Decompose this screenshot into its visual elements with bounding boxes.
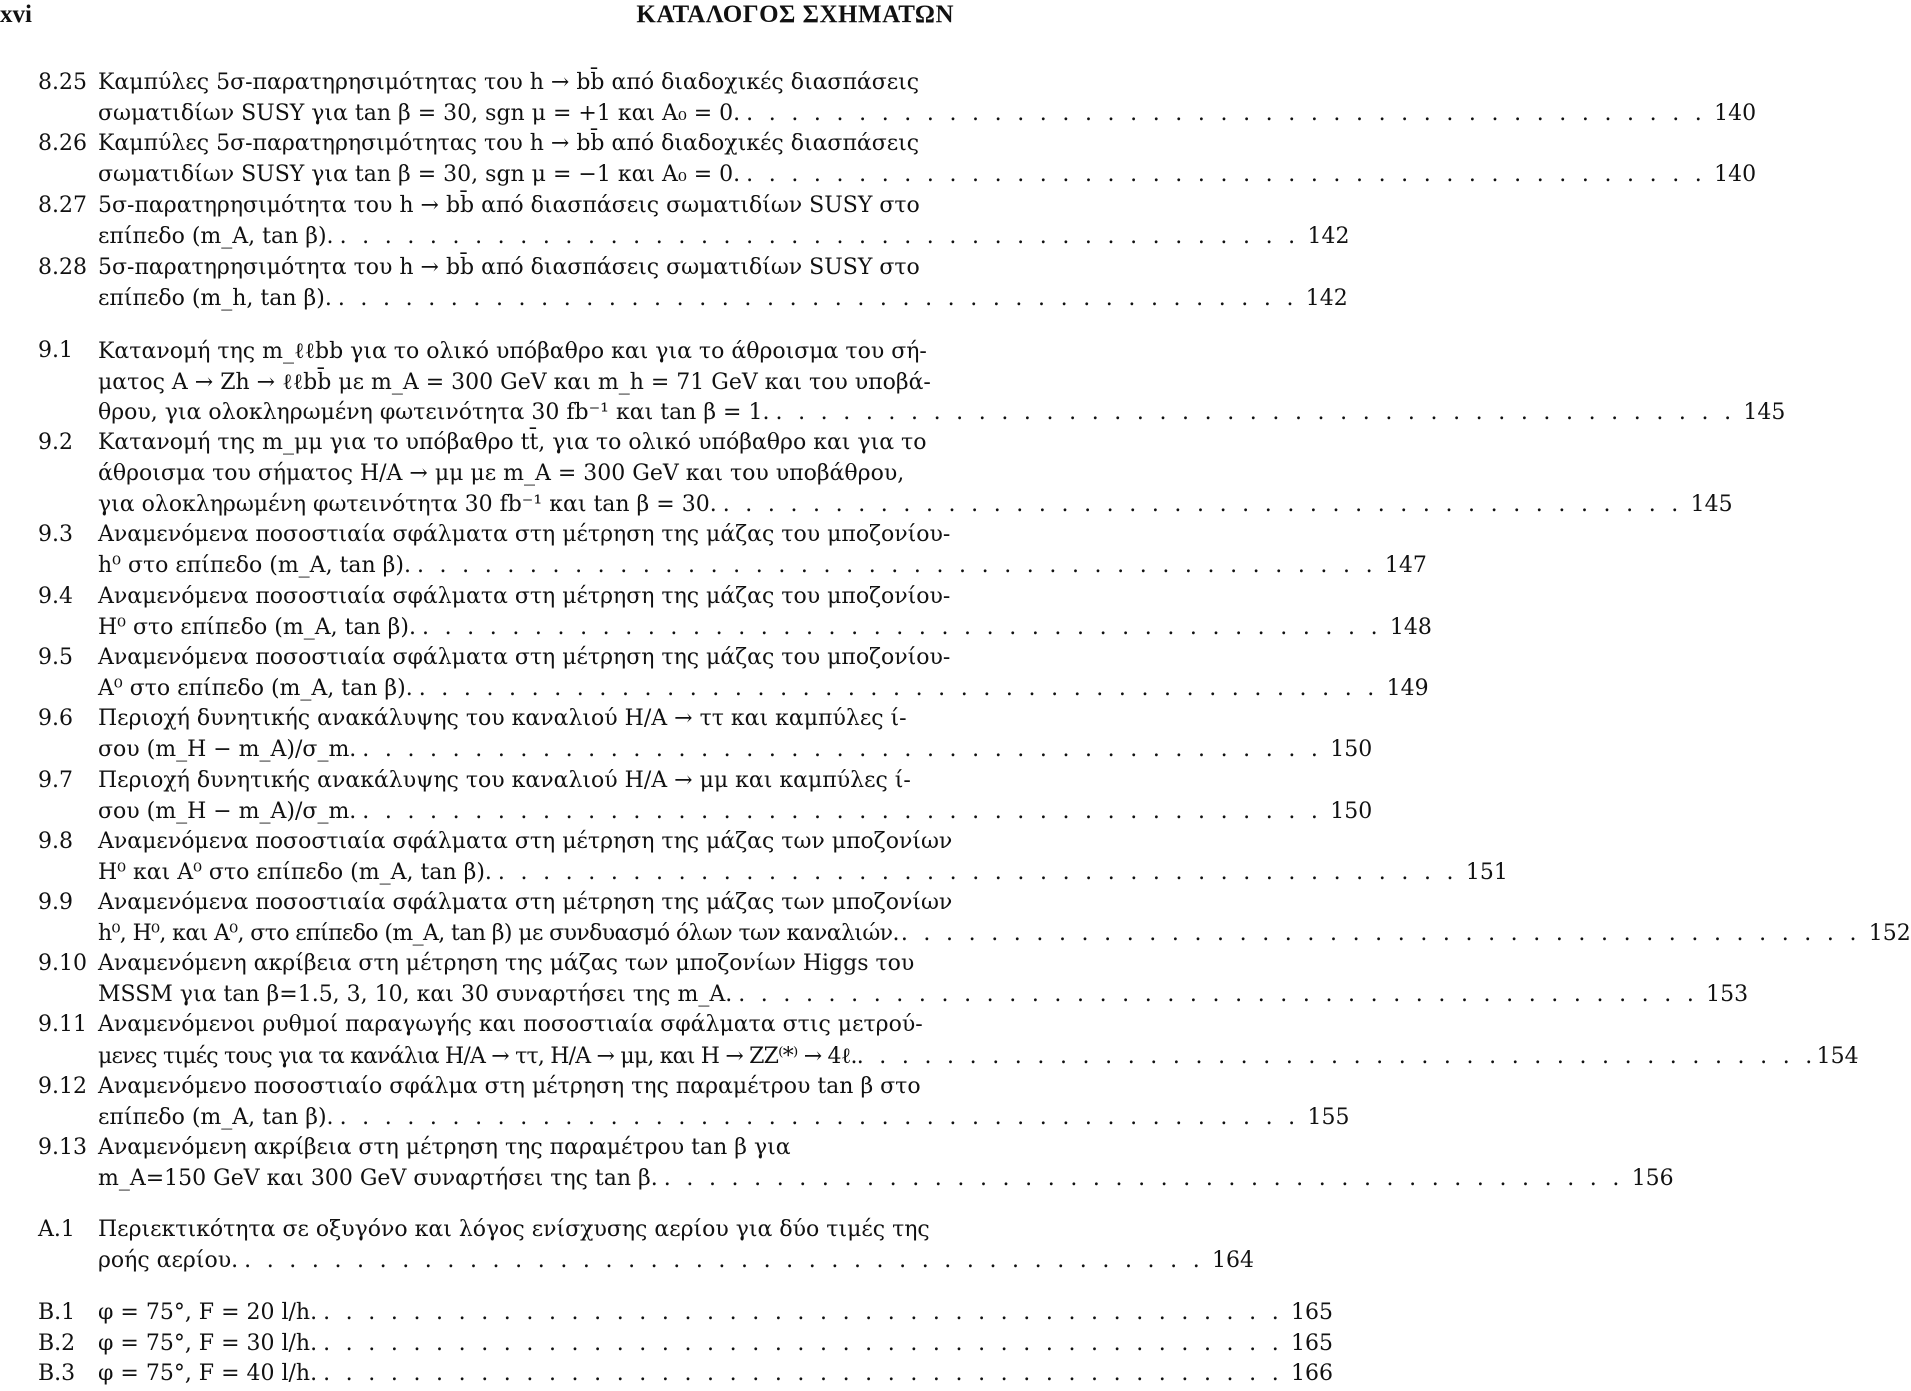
- entry-text: Αναμενόμενη ακρίβεια στη μέτρηση της μάζας των μποζονίων Higgs του: [98, 951, 915, 976]
- entry-last-line: [98, 615, 1432, 645]
- entry-text: 5σ-παρατηρησιμότητα του h → bb̄ από διασπάσεις σωματιδίων SUSY στο: [98, 255, 920, 280]
- entry-text: h⁰, H⁰, και A⁰, στο επίπεδο (m_A, tan β) με συνδυασμό όλων των καναλιών.: [98, 921, 899, 946]
- entry-last-line: [98, 553, 1427, 583]
- entry-last-line: [98, 921, 1911, 951]
- page-ref[interactable]: 145: [1690, 492, 1733, 517]
- entry-text: επίπεδο (m_h, tan β).: [98, 286, 332, 311]
- entry-text: ροής αερίου.: [98, 1248, 239, 1273]
- entry-text: ματος A → Zh → ℓℓbb̄ με m_A = 300 GeV και m_h = 71 GeV και του υποβά-: [98, 370, 931, 395]
- entry-last-line: [98, 799, 1373, 829]
- page-ref[interactable]: 150: [1330, 737, 1373, 762]
- figure-number: 9.2: [38, 430, 73, 455]
- figure-number: 9.4: [38, 584, 73, 609]
- page-ref[interactable]: 151: [1465, 860, 1508, 885]
- entry-text: μενες τιμές τους για τα κανάλια H/A → ττ, H/A → μμ, και H → ZZ⁽*⁾ → 4ℓ.: [98, 1044, 857, 1069]
- dot-leader: . . . . . . . . . . . . . . . . . . . . . . . . . . . . . . . . . . . . . . . . . . .: [856, 1044, 1817, 1069]
- dot-leader: . . . . . . . . . . . . . . . . . . . . . . . . . . . . . . . . . . . . . . . . . . .: [323, 1300, 1284, 1325]
- page-ref[interactable]: 142: [1307, 224, 1350, 249]
- entry-text: Κατανομή της m_ℓℓbb για το ολικό υπόβαθρο και για το άθροισμα του σή-: [98, 339, 927, 364]
- page-ref[interactable]: 150: [1330, 799, 1373, 824]
- entry-text: m_A=150 GeV και 300 GeV συναρτήσει της tan β.: [98, 1166, 658, 1191]
- entry-text: MSSM για tan β=1.5, 3, 10, και 30 συναρτήσει της m_A.: [98, 982, 733, 1007]
- figure-number: B.3: [38, 1361, 76, 1386]
- entry-last-line: [98, 1043, 1859, 1073]
- entry-text: Αναμενόμενα ποσοστιαία σφάλματα στη μέτρηση της μάζας των μποζονίων: [98, 829, 953, 854]
- dot-leader: . . . . . . . . . . . . . . . . . . . . . . . . . . . . . . . . . . . . . . . . . . .: [722, 492, 1683, 517]
- entry-last-line: [98, 224, 1350, 254]
- entry-text: σωματιδίων SUSY για tan β = 30, sgn μ = +1 και A₀ = 0.: [98, 101, 741, 126]
- entry-text: θρου, για ολοκληρωμένη φωτεινότητα 30 fb⁻¹ και tan β = 1.: [98, 400, 770, 425]
- page-ref[interactable]: 165: [1291, 1300, 1334, 1325]
- dot-leader: . . . . . . . . . . . . . . . . . . . . . . . . . . . . . . . . . . . . . . . . . . .: [339, 1105, 1300, 1130]
- dot-leader: . . . . . . . . . . . . . . . . . . . . . . . . . . . . . . . . . . . . . . . . . . .: [497, 860, 1458, 885]
- dot-leader: . . . . . . . . . . . . . . . . . . . . . . . . . . . . . . . . . . . . . . . . . . .: [323, 1361, 1284, 1386]
- entry-text: Κατανομή της m_μμ για το υπόβαθρο tt̄, για το ολικό υπόβαθρο και για το: [98, 430, 927, 455]
- entry-last-line: [98, 982, 1749, 1012]
- figure-number: 9.7: [38, 768, 73, 793]
- page-ref[interactable]: 164: [1212, 1248, 1255, 1273]
- entry-last-line: [98, 1166, 1674, 1196]
- entry-text: Καμπύλες 5σ-παρατηρησιμότητας του h → bb̄ από διαδοχικές διασπάσεις: [98, 131, 920, 156]
- entry-text: για ολοκληρωμένη φωτεινότητα 30 fb⁻¹ και tan β = 30.: [98, 492, 717, 517]
- page-ref[interactable]: 153: [1706, 982, 1749, 1007]
- figure-number: 9.6: [38, 706, 73, 731]
- entry-text: Αναμενόμενα ποσοστιαία σφάλματα στη μέτρηση της μάζας του μποζονίου-: [98, 645, 951, 670]
- entry-text: h⁰ στο επίπεδο (m_A, tan β).: [98, 553, 411, 578]
- entry-text: Καμπύλες 5σ-παρατηρησιμότητας του h → bb̄ από διαδοχικές διασπάσεις: [98, 70, 920, 95]
- entry-text: Περιεκτικότητα σε οξυγόνο και λόγος ενίσχυσης αερίου για δύο τιμές της: [98, 1217, 930, 1242]
- entry-text: Αναμενόμενο ποσοστιαίο σφάλμα στη μέτρηση της παραμέτρου tan β στο: [98, 1074, 921, 1099]
- page-ref[interactable]: 156: [1631, 1166, 1674, 1191]
- page-ref[interactable]: 148: [1389, 615, 1432, 640]
- figure-number: 8.25: [38, 70, 87, 95]
- entry-text: H⁰ και A⁰ στο επίπεδο (m_A, tan β).: [98, 860, 492, 885]
- entry-text: H⁰ στο επίπεδο (m_A, tan β).: [98, 615, 416, 640]
- figure-number: 8.28: [38, 255, 87, 280]
- dot-leader: . . . . . . . . . . . . . . . . . . . . . . . . . . . . . . . . . . . . . . . . . . .: [416, 553, 1377, 578]
- page-number: xvi: [0, 1, 32, 28]
- figure-number: 9.8: [38, 829, 73, 854]
- dot-leader: . . . . . . . . . . . . . . . . . . . . . . . . . . . . . . . . . . . . . . . . . . .: [421, 615, 1382, 640]
- entry-text: 5σ-παρατηρησιμότητα του h → bb̄ από διασπάσεις σωματιδίων SUSY στο: [98, 193, 920, 218]
- entry-last-line: [98, 1248, 1255, 1278]
- dot-leader: . . . . . . . . . . . . . . . . . . . . . . . . . . . . . . . . . . . . . . . . . . .: [244, 1248, 1205, 1273]
- entry-last-line: [98, 101, 1757, 131]
- dot-leader: . . . . . . . . . . . . . . . . . . . . . . . . . . . . . . . . . . . . . . . . . . .: [746, 101, 1707, 126]
- entry-last-line: [98, 492, 1733, 522]
- page-ref[interactable]: 154: [1816, 1044, 1859, 1069]
- page-ref[interactable]: 140: [1714, 101, 1757, 126]
- dot-leader: . . . . . . . . . . . . . . . . . . . . . . . . . . . . . . . . . . . . . . . . . . .: [663, 1166, 1624, 1191]
- figure-number: 9.13: [38, 1135, 87, 1160]
- entry-last-line: [98, 286, 1348, 316]
- entry-text: επίπεδο (m_A, tan β).: [98, 1105, 334, 1130]
- entry-text: επίπεδο (m_A, tan β).: [98, 224, 334, 249]
- figure-number: B.2: [38, 1331, 76, 1356]
- figure-number: 9.1: [38, 338, 73, 363]
- entry-last-line: [98, 860, 1508, 890]
- dot-leader: . . . . . . . . . . . . . . . . . . . . . . . . . . . . . . . . . . . . . . . . . . .: [746, 162, 1707, 187]
- page-ref[interactable]: 145: [1743, 400, 1786, 425]
- entry-last-line: [98, 162, 1757, 192]
- figure-number: 9.11: [38, 1012, 87, 1037]
- entry-text: σου (m_H − m_A)/σ_m.: [98, 737, 357, 762]
- dot-leader: . . . . . . . . . . . . . . . . . . . . . . . . . . . . . . . . . . . . . . . . . . .: [738, 982, 1699, 1007]
- entry-text: Αναμενόμενα ποσοστιαία σφάλματα στη μέτρηση της μάζας των μποζονίων: [98, 890, 953, 915]
- dot-leader: . . . . . . . . . . . . . . . . . . . . . . . . . . . . . . . . . . . . . . . . . . .: [323, 1331, 1284, 1356]
- figure-number: B.1: [38, 1300, 76, 1325]
- page-ref[interactable]: 165: [1291, 1331, 1334, 1356]
- entry-last-line: [98, 676, 1429, 706]
- entry-text: Αναμενόμενοι ρυθμοί παραγωγής και ποσοστιαία σφάλματα στις μετρού-: [98, 1012, 923, 1037]
- running-title: ΚΑΤΑΛΟΓΟΣ ΣΧΗΜΑΤΩΝ: [636, 1, 954, 28]
- page-ref[interactable]: 147: [1384, 553, 1427, 578]
- entry-last-line: [98, 400, 1786, 430]
- figure-number: 9.9: [38, 890, 73, 915]
- entry-text: Αναμενόμενα ποσοστιαία σφάλματα στη μέτρηση της μάζας του μποζονίου-: [98, 522, 951, 547]
- page-ref[interactable]: 142: [1305, 286, 1348, 311]
- entry-last-line: [98, 1300, 1334, 1330]
- entry-text: σωματιδίων SUSY για tan β = 30, sgn μ = −1 και A₀ = 0.: [98, 162, 741, 187]
- dot-leader: . . . . . . . . . . . . . . . . . . . . . . . . . . . . . . . . . . . . . . . . . . .: [362, 737, 1323, 762]
- entry-text: Περιοχή δυνητικής ανακάλυψης του καναλιού H/A → μμ και καμπύλες ί-: [98, 768, 911, 793]
- entry-last-line: [98, 1361, 1334, 1391]
- page-ref[interactable]: 152: [1868, 921, 1911, 946]
- entry-text: φ = 75°, F = 30 l/h.: [98, 1331, 318, 1356]
- entry-text: σου (m_H − m_A)/σ_m.: [98, 799, 357, 824]
- figure-number: 9.12: [38, 1074, 87, 1099]
- figure-number: 8.27: [38, 193, 87, 218]
- entry-text: Αναμενόμενα ποσοστιαία σφάλματα στη μέτρηση της μάζας του μποζονίου-: [98, 584, 951, 609]
- page-header: [0, 0, 960, 44]
- entry-last-line: [98, 1331, 1334, 1361]
- figure-number: 9.10: [38, 951, 87, 976]
- dot-leader: . . . . . . . . . . . . . . . . . . . . . . . . . . . . . . . . . . . . . . . . . . .: [775, 400, 1736, 425]
- figure-number: 8.26: [38, 131, 87, 156]
- entry-text: Αναμενόμενη ακρίβεια στη μέτρηση της παραμέτρου tan β για: [98, 1135, 791, 1160]
- dot-leader: . . . . . . . . . . . . . . . . . . . . . . . . . . . . . . . . . . . . . . . . . . .: [418, 676, 1379, 701]
- entry-text: A⁰ στο επίπεδο (m_A, tan β).: [98, 676, 413, 701]
- dot-leader: . . . . . . . . . . . . . . . . . . . . . . . . . . . . . . . . . . . . . . . . . . .: [337, 286, 1298, 311]
- entry-text: φ = 75°, F = 40 l/h.: [98, 1361, 318, 1386]
- page-ref[interactable]: 155: [1307, 1105, 1350, 1130]
- entry-text: Περιοχή δυνητικής ανακάλυψης του καναλιού H/A → ττ και καμπύλες ί-: [98, 706, 907, 731]
- dot-leader: . . . . . . . . . . . . . . . . . . . . . . . . . . . . . . . . . . . . . . . . . . .: [362, 799, 1323, 824]
- figure-number: A.1: [38, 1217, 75, 1242]
- page-ref[interactable]: 149: [1386, 676, 1429, 701]
- entry-text: φ = 75°, F = 20 l/h.: [98, 1300, 318, 1325]
- dot-leader: . . . . . . . . . . . . . . . . . . . . . . . . . . . . . . . . . . . . . . . . . . .: [339, 224, 1300, 249]
- figure-number: 9.3: [38, 522, 73, 547]
- page-ref[interactable]: 140: [1714, 162, 1757, 187]
- figure-number: 9.5: [38, 645, 73, 670]
- entry-text: άθροισμα του σήματος H/A → μμ με m_A = 300 GeV και του υποβάθρου,: [98, 461, 905, 486]
- entry-last-line: [98, 737, 1373, 767]
- page-ref[interactable]: 166: [1291, 1361, 1334, 1386]
- dot-leader: . . . . . . . . . . . . . . . . . . . . . . . . . . . . . . . . . . . . . . . . . . .: [900, 921, 1861, 946]
- entry-last-line: [98, 1105, 1350, 1135]
